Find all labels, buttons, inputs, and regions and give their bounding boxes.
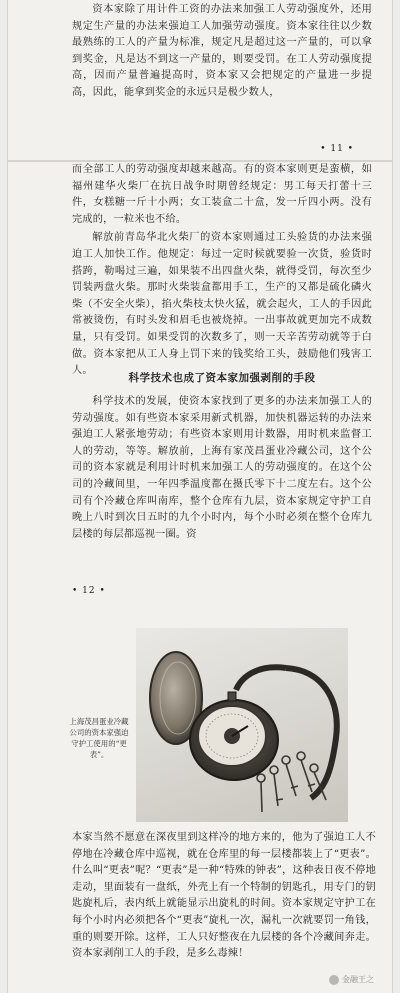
paragraph-quota-system: 资本家除了用计件工资的办法来加强工人劳动强度外，还用规定生产量的办法来强迫工人加强劳动强度。资本家往往以少数最熟练的工人的产量为标准，规定凡是超过这一产量的，可以拿到奖金，凡是达不到这一产量的，则要受罚。在工人劳动强度提高，因而产量普遍提高时，资本家又会把规定的产量进一步提高，因此，能拿到奖金的永远只是极少数人， [72,4,372,98]
watermark [329,974,374,985]
clock-body-icon [190,692,278,780]
watchman-clock-illustration [136,628,348,822]
section-heading: 科学技术也成了资本家加强剥削的手段 [128,372,316,384]
paragraph-technology: 科学技术的发展，使资本家找到了更多的办法来加强工人的劳动强度。如有些资本家采用新式机器，加快机器运转的办法来强迫工人紧张地劳动；有些资本家则用计数器，用时机来监督工人的劳动，等等。解放前，上海有家茂昌蛋业冷藏公司，这个公司的资本家就是利用计时机来加强工人的劳动强度的。在这个公司的冷藏间里，一年四季温度都在摄氏零下十二度左右。这个公司有个冷藏仓库叫南库，整个仓库有九层，资本家规定守护工自晚上八时到次日五时的九个小时内，每个小时必须在整个仓库九层楼的每层都巡视一圈。资 [72,396,372,540]
photo-caption: 上海茂昌蛋业冷藏公司的资本家强迫守护工使用的“更表”。 [69,717,129,759]
text-block-match-factories [72,162,372,380]
paragraph-qingdao-factory: 解放前青岛华北火柴厂的资本家则通过工头验货的办法来强迫工人加快工作。他规定：每过一定时候就要验一次货，验货时搭跨，勒喝过三遍，如果装不出四盘火柴，就得受罚，每次至少罚装两盘火柴。那时火柴装盒都用手工，生产的又都是硫化磷火柴（不安全火柴），掐火柴枝太快火猛，就会起火，工人的手因此常被烫伤，有时头发和眉毛也被烧掉。一出事故就更加完不成数量，只有受罚。如果受罚的次数多了，则一天辛苦劳动就等于白做。资本家把从工人身上罚下来的钱奖给工头，鼓励他们残害工人。 [72,232,372,377]
page-number-11: • 11 • [320,144,354,154]
paragraph-fuzhou-factory: 而全部工人的劳动强度却越来越高。有的资本家则更是蛮横，如福州建华火柴厂在抗日战争时期曾经规定：男工每天打蕾十三件，女糕糖一斤十小两；女工装盒二十盒，发一斤四小两。没有完成的，一粒米也不给。 [72,164,372,225]
watermark-text: 金融王之 [342,975,374,984]
paragraph-watchman-clock: 本家当然不愿意在深夜里到这样冷的地方来的，他为了强迫工人不停地在冷藏仓库中巡视，就在仓库里的每一层楼都装上了“更表”。什么叫“更表”呢？“更表”是一种“特殊的钟表”，这种表日夜不停地走动，里面装有一盘纸，外壳上有一个特制的钥匙孔，用专门的钥匙旋札后，表内纸上就能显示出旋札的时间。资本家规定守护工在每个小时内必须把各个“更表”旋札一次，漏札一次就要罚一角钱，重的则要开除。这样，工人只好整夜在九层楼的各个冷藏间奔走。资本家剥削工人的手段，是多么毒辣！ [72,832,376,960]
weibo-logo-icon [329,975,339,985]
page-number-12: • 12 • [72,586,106,596]
page-11 [8,0,392,160]
watchman-clock-photo [136,628,348,822]
page-12 [8,162,392,993]
